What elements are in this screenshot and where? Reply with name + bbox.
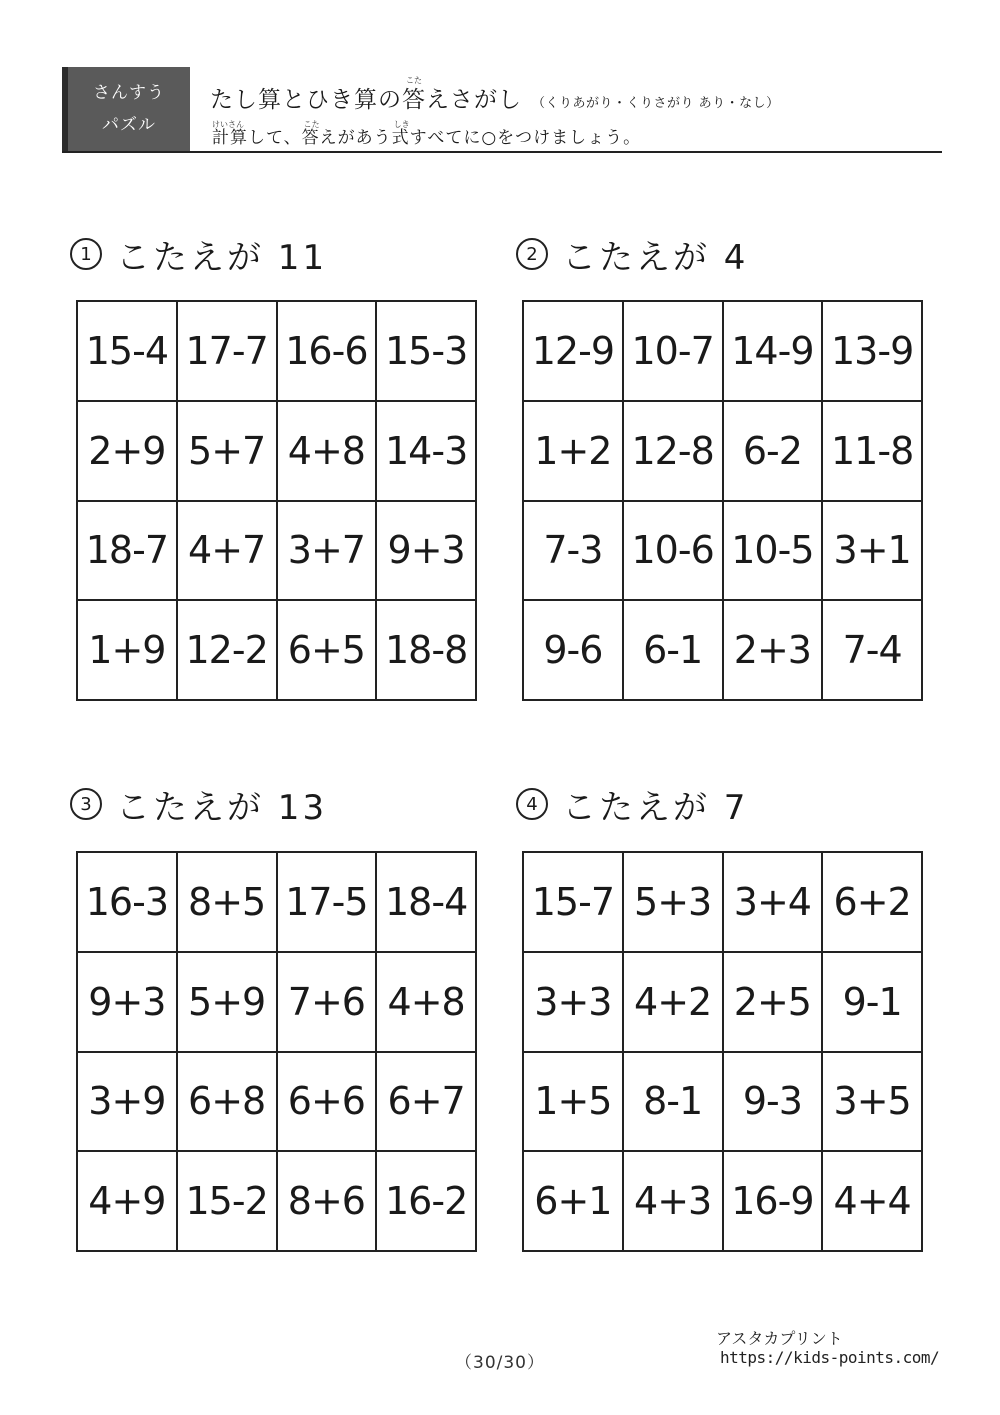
expression-cell[interactable]: 3+9 <box>78 1053 178 1153</box>
instr-kanji-kota: こた 答 <box>301 120 320 148</box>
puzzle-3-number: 3 <box>70 788 102 820</box>
expression-cell[interactable]: 4+8 <box>377 953 477 1053</box>
expression-cell[interactable]: 4+3 <box>624 1152 724 1252</box>
expression-cell[interactable]: 4+7 <box>178 502 278 602</box>
expression-cell[interactable]: 16-6 <box>278 302 378 402</box>
expression-cell[interactable]: 12-2 <box>178 601 278 701</box>
expression-cell[interactable]: 5+9 <box>178 953 278 1053</box>
expression-cell[interactable]: 11-8 <box>823 402 923 502</box>
expression-cell[interactable]: 9-6 <box>524 601 624 701</box>
badge-line-2: パズル <box>102 115 156 135</box>
expression-cell[interactable]: 6+1 <box>524 1152 624 1252</box>
expression-cell[interactable]: 14-9 <box>724 302 824 402</box>
puzzle-2-grid <box>522 300 923 701</box>
expression-cell[interactable]: 9-1 <box>823 953 923 1053</box>
expression-cell[interactable]: 10-7 <box>624 302 724 402</box>
header-divider <box>62 151 942 153</box>
expression-cell[interactable]: 3+5 <box>823 1053 923 1153</box>
expression-cell[interactable]: 9+3 <box>78 953 178 1053</box>
expression-cell[interactable]: 16-2 <box>377 1152 477 1252</box>
expression-cell[interactable]: 7-3 <box>524 502 624 602</box>
expression-cell[interactable]: 12-9 <box>524 302 624 402</box>
puzzle-3-title <box>70 782 327 826</box>
title-subtitle: （くりあがり・くりさがり あり・なし） <box>532 96 780 111</box>
instruction-text <box>212 120 642 148</box>
expression-cell[interactable]: 15-3 <box>377 302 477 402</box>
expression-cell[interactable]: 1+2 <box>524 402 624 502</box>
expression-cell[interactable]: 8+5 <box>178 853 278 953</box>
expression-cell[interactable]: 3+1 <box>823 502 923 602</box>
expression-cell[interactable]: 18-4 <box>377 853 477 953</box>
puzzle-1-title <box>70 232 327 276</box>
expression-cell[interactable]: 9-3 <box>724 1053 824 1153</box>
expression-cell[interactable]: 3+4 <box>724 853 824 953</box>
expression-cell[interactable]: 7-4 <box>823 601 923 701</box>
category-badge <box>62 67 190 151</box>
expression-cell[interactable]: 15-7 <box>524 853 624 953</box>
puzzle-4-title <box>516 782 748 826</box>
expression-cell[interactable]: 4+8 <box>278 402 378 502</box>
puzzle-2-title <box>516 232 748 276</box>
title-text-2: えさがし <box>426 87 522 113</box>
puzzle-4-number: 4 <box>516 788 548 820</box>
expression-cell[interactable]: 17-5 <box>278 853 378 953</box>
title-text-1: たし算とひき算の <box>210 87 402 113</box>
puzzle-1-grid <box>76 300 477 701</box>
expression-cell[interactable]: 15-4 <box>78 302 178 402</box>
instr-part-3: すべてに○をつけましょう。 <box>409 128 642 148</box>
puzzle-4-grid <box>522 851 923 1252</box>
expression-cell[interactable]: 6+8 <box>178 1053 278 1153</box>
instr-kanji-shiki: しき 式 <box>391 120 410 148</box>
ruby-shiki: しき <box>393 120 410 129</box>
expression-cell[interactable]: 15-2 <box>178 1152 278 1252</box>
instr-part-2: えがあう <box>319 128 392 148</box>
worksheet-title <box>210 76 780 114</box>
expression-cell[interactable]: 6-1 <box>624 601 724 701</box>
expression-cell[interactable]: 1+9 <box>78 601 178 701</box>
expression-cell[interactable]: 6+6 <box>278 1053 378 1153</box>
puzzle-1-number: 1 <box>70 238 102 270</box>
expression-cell[interactable]: 12-8 <box>624 402 724 502</box>
ruby-keisan: けいさん <box>212 120 244 129</box>
page-header <box>62 67 942 153</box>
expression-cell[interactable]: 18-7 <box>78 502 178 602</box>
expression-cell[interactable]: 3+7 <box>278 502 378 602</box>
expression-cell[interactable]: 2+3 <box>724 601 824 701</box>
site-url[interactable]: https://kids-points.com/ <box>720 1348 940 1367</box>
expression-cell[interactable]: 6+7 <box>377 1053 477 1153</box>
expression-cell[interactable]: 14-3 <box>377 402 477 502</box>
expression-cell[interactable]: 17-7 <box>178 302 278 402</box>
expression-cell[interactable]: 6+5 <box>278 601 378 701</box>
expression-cell[interactable]: 2+9 <box>78 402 178 502</box>
expression-cell[interactable]: 16-9 <box>724 1152 824 1252</box>
expression-cell[interactable]: 13-9 <box>823 302 923 402</box>
expression-cell[interactable]: 8-1 <box>624 1053 724 1153</box>
expression-cell[interactable]: 16-3 <box>78 853 178 953</box>
puzzle-3-grid <box>76 851 477 1252</box>
expression-cell[interactable]: 4+9 <box>78 1152 178 1252</box>
puzzle-3-label: こたえが 13 <box>116 787 328 828</box>
instr-kanji-keisan: けいさん 計算 <box>212 120 248 148</box>
brand-name: アスタカプリント <box>716 1329 843 1348</box>
expression-cell[interactable]: 3+3 <box>524 953 624 1053</box>
expression-cell[interactable]: 6-2 <box>724 402 824 502</box>
instr-part-1: して、 <box>248 128 302 148</box>
page-number: （30/30） <box>455 1353 545 1373</box>
expression-cell[interactable]: 7+6 <box>278 953 378 1053</box>
puzzle-2-label: こたえが 4 <box>562 237 749 278</box>
badge-line-1: さんすう <box>93 83 165 103</box>
expression-cell[interactable]: 5+3 <box>624 853 724 953</box>
expression-cell[interactable]: 10-5 <box>724 502 824 602</box>
puzzle-2-number: 2 <box>516 238 548 270</box>
expression-cell[interactable]: 1+5 <box>524 1053 624 1153</box>
puzzle-4-label: こたえが 7 <box>562 787 749 828</box>
expression-cell[interactable]: 5+7 <box>178 402 278 502</box>
puzzle-1-label: こたえが 11 <box>116 237 328 278</box>
expression-cell[interactable]: 2+5 <box>724 953 824 1053</box>
expression-cell[interactable]: 10-6 <box>624 502 724 602</box>
expression-cell[interactable]: 4+4 <box>823 1152 923 1252</box>
title-kanji: こた 答 <box>402 76 426 113</box>
expression-cell[interactable]: 4+2 <box>624 953 724 1053</box>
expression-cell[interactable]: 6+2 <box>823 853 923 953</box>
expression-cell[interactable]: 8+6 <box>278 1152 378 1252</box>
ruby-kota: こた <box>303 120 320 129</box>
expression-cell[interactable]: 9+3 <box>377 502 477 602</box>
expression-cell[interactable]: 18-8 <box>377 601 477 701</box>
title-ruby: こた <box>406 76 422 85</box>
